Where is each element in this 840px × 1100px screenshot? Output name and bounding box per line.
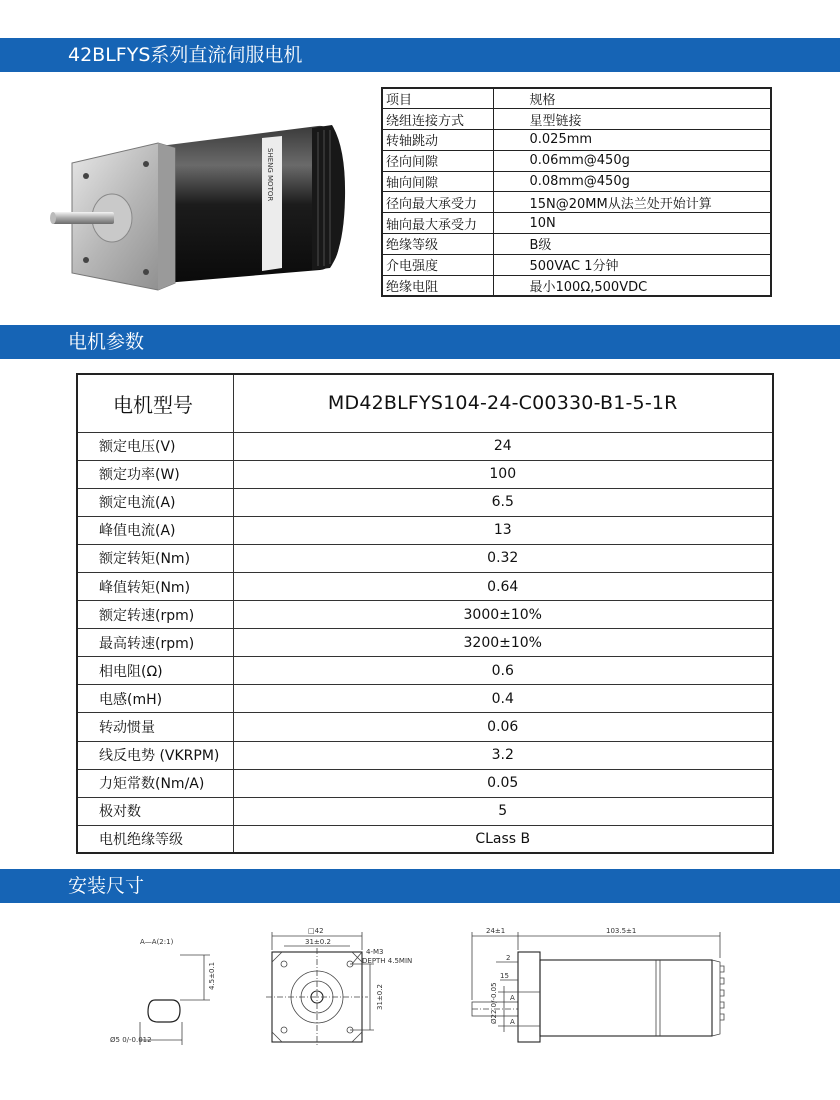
- section-mark-a-top: A: [510, 994, 515, 1002]
- section-mark-a-bottom: A: [510, 1018, 515, 1026]
- install-title: 安装尺寸: [68, 875, 145, 897]
- install-title-band: [0, 869, 840, 903]
- spec-key: 介电强度: [382, 254, 493, 275]
- param-key: 峰值转矩(Nm): [77, 572, 233, 600]
- param-key: 峰值电流(A): [77, 516, 233, 544]
- spec-table: [381, 87, 772, 297]
- hole-note-depth: DEPTH 4.5MIN: [362, 957, 413, 965]
- spec-value: 规格: [493, 88, 771, 109]
- spec-value: 0.06mm@450g: [493, 150, 771, 171]
- param-key: 力矩常数(Nm/A): [77, 769, 233, 797]
- spec-key: 绝缘等级: [382, 234, 493, 255]
- table-header-row: [77, 374, 773, 432]
- table-row: [382, 275, 771, 296]
- spec-key: 转轴跳动: [382, 130, 493, 151]
- hole-span-side-dim: 31±0.2: [376, 984, 384, 1010]
- table-row: [77, 657, 773, 685]
- param-value: 0.4: [233, 685, 773, 713]
- spec-value: 500VAC 1分钟: [493, 254, 771, 275]
- table-row: [382, 213, 771, 234]
- param-key: 转动惯量: [77, 713, 233, 741]
- param-value: 0.64: [233, 572, 773, 600]
- param-value: 0.06: [233, 713, 773, 741]
- table-row: [77, 713, 773, 741]
- param-key: 线反电势 (VKRPM): [77, 741, 233, 769]
- spec-value: 15N@20MM从法兰处开始计算: [493, 192, 771, 213]
- spec-key: 绝缘电阻: [382, 275, 493, 296]
- table-row: [77, 769, 773, 797]
- table-row: [77, 572, 773, 600]
- param-key: 电感(mH): [77, 685, 233, 713]
- table-row: [77, 741, 773, 769]
- param-value: 3000±10%: [233, 601, 773, 629]
- spec-value: B级: [493, 234, 771, 255]
- motor-label-text: SHENG MOTOR: [266, 148, 274, 202]
- spec-key: 项目: [382, 88, 493, 109]
- product-title-band: [0, 38, 840, 72]
- param-value: 3.2: [233, 741, 773, 769]
- shaft-diameter-dim: Ø5 0/-0.012: [110, 1036, 152, 1044]
- table-row: [77, 544, 773, 572]
- spec-value: 最小100Ω,500VDC: [493, 275, 771, 296]
- param-key: 最高转速(rpm): [77, 629, 233, 657]
- spec-value: 10N: [493, 213, 771, 234]
- model-number: MD42BLFYS104-24-C00330-B1-5-1R: [233, 374, 773, 432]
- param-value: 0.32: [233, 544, 773, 572]
- table-row: [77, 629, 773, 657]
- table-row: [77, 488, 773, 516]
- spec-value: 星型链接: [493, 109, 771, 130]
- param-value: 5: [233, 797, 773, 825]
- motor-image: [50, 118, 350, 298]
- spec-key: 径向间隙: [382, 150, 493, 171]
- table-row: [382, 254, 771, 275]
- spec-key: 绕组连接方式: [382, 109, 493, 130]
- param-value: 0.6: [233, 657, 773, 685]
- param-key: 额定功率(W): [77, 460, 233, 488]
- param-value: 6.5: [233, 488, 773, 516]
- param-value: 0.05: [233, 769, 773, 797]
- table-row: [77, 516, 773, 544]
- params-title: 电机参数: [68, 331, 145, 353]
- param-value: 13: [233, 516, 773, 544]
- length-15-dim: 15: [500, 972, 509, 980]
- front-length-dim: 24±1: [486, 927, 506, 935]
- table-row: [382, 171, 771, 192]
- spec-key: 轴向间隙: [382, 171, 493, 192]
- table-row: [77, 432, 773, 460]
- total-length-dim: 103.5±1: [606, 927, 637, 935]
- spec-key: 径向最大承受力: [382, 192, 493, 213]
- gap-2-dim: 2: [506, 954, 511, 962]
- shaft-height-dim: 4.5±0.1: [208, 961, 216, 990]
- model-label: 电机型号: [77, 374, 233, 432]
- flange-width-dim: □42: [308, 927, 324, 935]
- param-key: 额定电压(V): [77, 432, 233, 460]
- table-row: [77, 460, 773, 488]
- spec-value: 0.025mm: [493, 130, 771, 151]
- hole-note-thread: 4-M3: [366, 948, 384, 956]
- param-table: [76, 373, 774, 854]
- table-row: [77, 797, 773, 825]
- param-value: 24: [233, 432, 773, 460]
- param-key: 额定转矩(Nm): [77, 544, 233, 572]
- table-row: [382, 130, 771, 151]
- param-value: 3200±10%: [233, 629, 773, 657]
- table-row: [382, 234, 771, 255]
- product-title: 42BLFYS系列直流伺服电机: [68, 44, 303, 66]
- table-row: [382, 109, 771, 130]
- param-key: 电机绝缘等级: [77, 825, 233, 853]
- table-row: [382, 150, 771, 171]
- param-key: 极对数: [77, 797, 233, 825]
- hole-span-top-dim: 31±0.2: [305, 938, 331, 946]
- table-row: [77, 825, 773, 853]
- table-row: [77, 685, 773, 713]
- section-label: A—A(2:1): [140, 938, 174, 946]
- table-row: [77, 601, 773, 629]
- spec-key: 轴向最大承受力: [382, 213, 493, 234]
- dimension-drawing: [100, 920, 760, 1070]
- table-row: [382, 88, 771, 109]
- param-value: CLass B: [233, 825, 773, 853]
- param-key: 相电阻(Ω): [77, 657, 233, 685]
- spec-value: 0.08mm@450g: [493, 171, 771, 192]
- param-key: 额定转速(rpm): [77, 601, 233, 629]
- pilot-diameter-dim: Ø22 0/-0.05: [490, 982, 498, 1024]
- param-key: 额定电流(A): [77, 488, 233, 516]
- table-row: [382, 192, 771, 213]
- params-title-band: [0, 325, 840, 359]
- param-value: 100: [233, 460, 773, 488]
